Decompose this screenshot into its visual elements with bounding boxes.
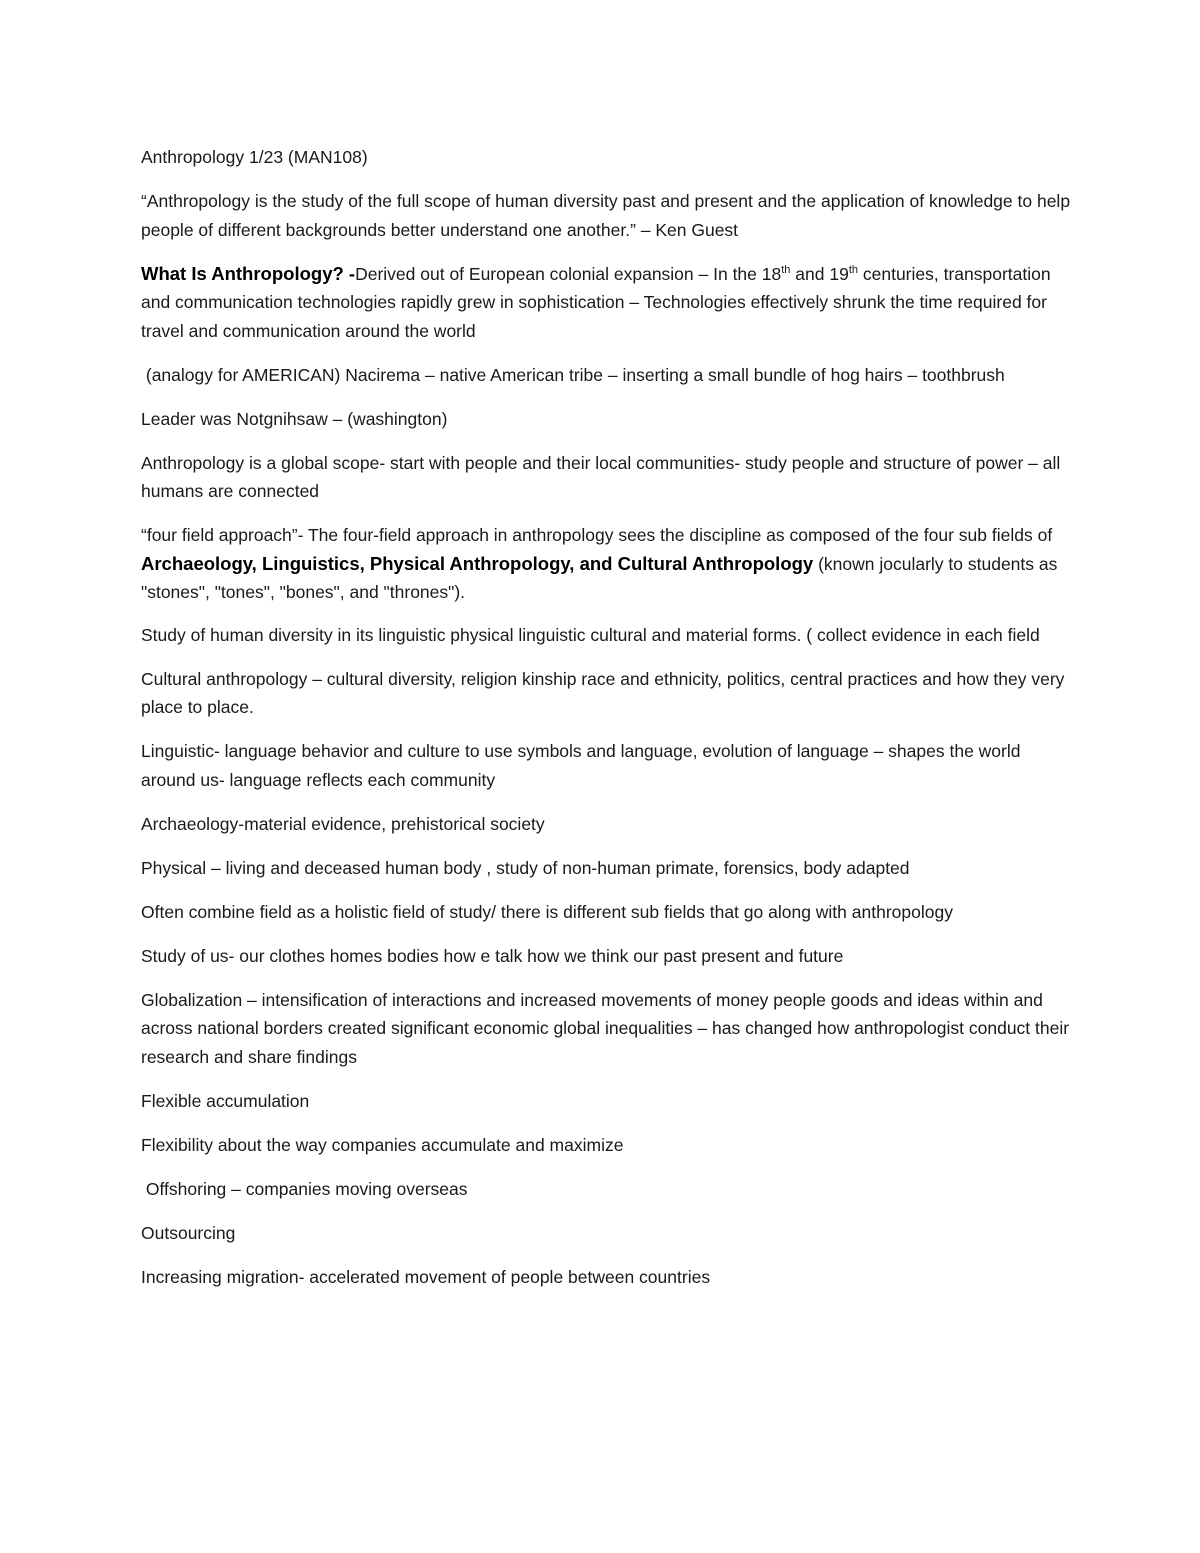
document-title: Anthropology 1/23 (MAN108) [141,147,368,167]
four-field-paragraph [141,521,1071,607]
paragraph-flexible-accumulation: Flexible accumulation [141,1090,310,1111]
paragraph-linguistic: Linguistic- language behavior and culture to use symbols and language, evolution of language – shapes the world around us- language reflects each community [141,741,1021,790]
paragraph-migration: Increasing migration- accelerated movement of people between countries [141,1266,711,1287]
what-is-text-c: centuries, transportation and communication technologies rapidly grew in sophistication – Technologies effectively shrunk the time required for travel and communication around the world [141,263,1051,341]
paragraph-globalization: Globalization – intensification of interactions and increased movements of money people goods and ideas within and across national borders created significant economic global inequalities – has changed how anthropologist conduct their research and share findings [141,989,1070,1067]
paragraph-cultural: Cultural anthropology – cultural diversity, religion kinship race and ethnicity, politics, central practices and how they very place to place. [141,668,1065,717]
paragraph-offshoring: Offshoring – companies moving overseas [141,1178,468,1199]
nacirema-paragraph: (analogy for AMERICAN) Nacirema – native American tribe – inserting a small bundle of hog hairs – toothbrush [141,364,1005,385]
paragraph-diversity: Study of human diversity in its linguistic physical linguistic cultural and material forms. ( collect evidence in each field [141,624,1040,645]
paragraph-holistic: Often combine field as a holistic field of study/ there is different sub fields that go along with anthropology [141,901,953,922]
quote-paragraph: “Anthropology is the study of the full scope of human diversity past and present and the application of knowledge to help people of different backgrounds better understand one another.” – Ken Guest [141,191,1071,240]
paragraph-study-of-us: Study of us- our clothes homes bodies how e talk how we think our past present and future [141,945,844,966]
paragraph-physical: Physical – living and deceased human body , study of non-human primate, forensics, body adapted [141,857,910,878]
leader-paragraph: Leader was Notgnihsaw – (washington) [141,408,448,429]
four-field-text-b: (known jocularly to students as "stones", "tones", "bones", and "thrones"). [141,553,1058,602]
what-is-heading: What Is Anthropology? - [141,262,356,284]
global-scope-paragraph: Anthropology is a global scope- start with people and their local communities- study people and structure of power – all humans are connected [141,452,1061,501]
document-page [141,143,1071,1307]
four-field-subfields: Archaeology, Linguistics, Physical Anthropology, and Cultural Anthropology [141,552,814,574]
superscript-th-a: th [781,263,791,276]
paragraph-outsourcing: Outsourcing [141,1222,236,1243]
paragraph-archaeology: Archaeology-material evidence, prehistorical society [141,813,545,834]
paragraph-flexibility: Flexibility about the way companies accumulate and maximize [141,1134,624,1155]
what-is-text-b: and 19 [790,263,849,284]
superscript-th-b: th [848,263,858,276]
what-is-paragraph [141,260,1071,346]
four-field-text-a: “four field approach”- The four-field approach in anthropology sees the discipline as composed of the four sub fields of [141,525,1053,545]
what-is-text-a: Derived out of European colonial expansion – In the 18 [355,263,782,284]
